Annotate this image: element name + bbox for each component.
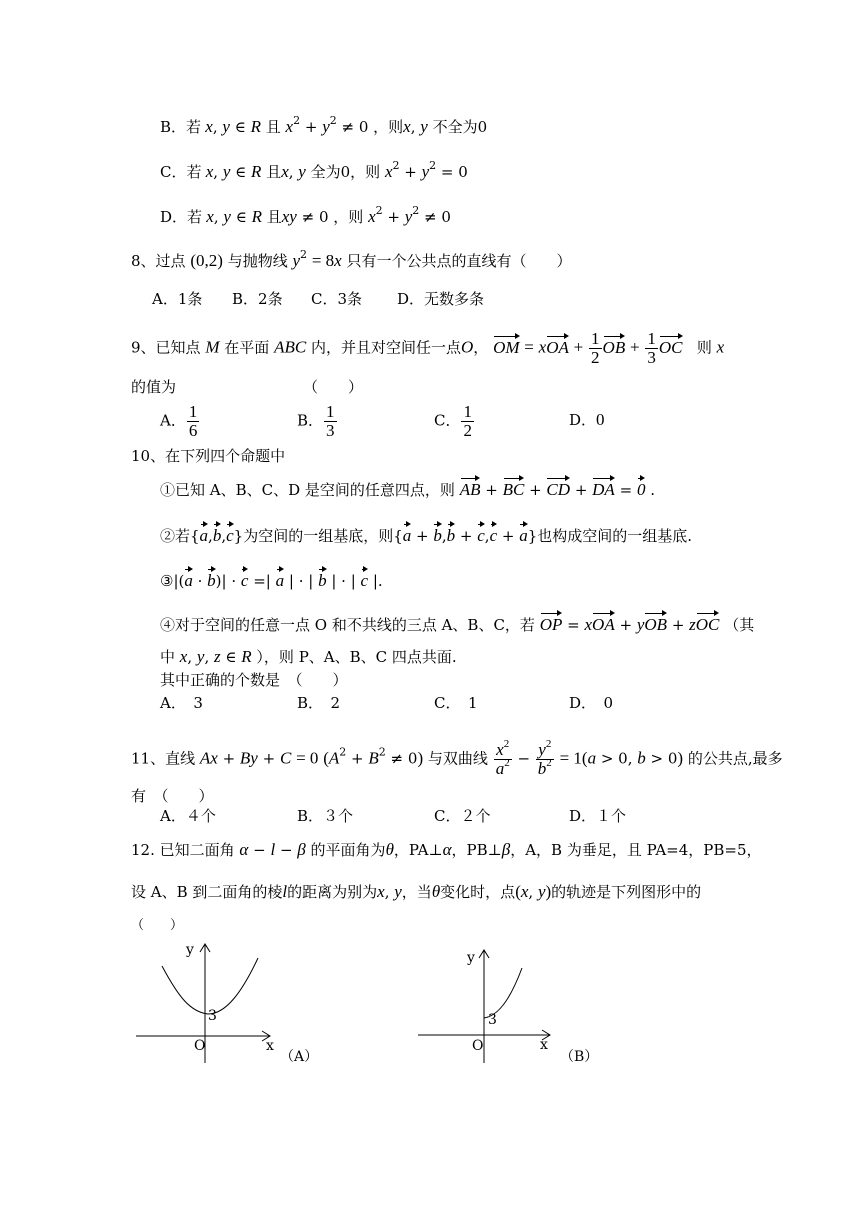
q11-option-d: D．１个 bbox=[569, 807, 627, 825]
q8-option-a: A．1条 bbox=[152, 290, 203, 308]
q10-option-c: C． 1 bbox=[434, 694, 478, 712]
graph-a bbox=[130, 938, 319, 1068]
graph-a-caption: （A） bbox=[280, 1049, 319, 1065]
q9-option-d: D．0 bbox=[569, 410, 605, 429]
graph-b-x-label: x bbox=[540, 1037, 548, 1053]
graph-a-x-label: x bbox=[266, 1038, 274, 1054]
graph-a-origin: O bbox=[194, 1038, 206, 1054]
q9-option-b: B． $\frac{1}{3}$ bbox=[297, 402, 335, 440]
q12-line2: 设 A、B 到二面角的棱l的距离为别为x, y，当θ变化时，点(x, y)的轨迹是下列图形中的 bbox=[131, 882, 702, 901]
graph-b-caption: （B） bbox=[560, 1049, 599, 1065]
q10-ask: 其中正确的个数是 （ ） bbox=[160, 671, 348, 689]
q10-prop-1: ①已知 A、B、C、D 是空间的任意四点，则 AB + BC + CD + DA = 0 . bbox=[160, 480, 655, 499]
q9-paren: （ ） bbox=[303, 378, 364, 396]
q11-cont: 有 （ ） bbox=[131, 787, 214, 805]
graph-b bbox=[410, 938, 600, 1068]
q10-option-b: B． 2 bbox=[297, 694, 341, 712]
q7-option-c: C．若 x, y ∈ R 且x, y 全为0，则 $x^2 + y^2 = 0$ bbox=[160, 159, 468, 181]
q11-option-a: A．４个 bbox=[160, 807, 216, 825]
graph-a-mark: 3 bbox=[208, 1008, 217, 1024]
q10-stem: 10、在下列四个命题中 bbox=[131, 447, 286, 465]
q8-option-b: B．2条 bbox=[232, 290, 283, 308]
q9-option-a: A． $\frac{1}{6}$ bbox=[160, 402, 198, 440]
graph-b-origin: O bbox=[472, 1038, 484, 1054]
graph-b-curve bbox=[484, 968, 522, 1018]
q9-cont: 的值为 bbox=[131, 378, 177, 396]
graph-a-curve bbox=[162, 958, 258, 1014]
q7-option-b: B．若 x, y ∈ R 且 $x^2 + y^2 \ne 0$ ，则x, y 不全为0 bbox=[160, 114, 488, 136]
q11-option-b: B．３个 bbox=[297, 807, 354, 825]
q10-prop-3: ③|(a · b)| · c =| a | · | b | · | c |. bbox=[160, 571, 383, 590]
q11-option-c: C．２个 bbox=[434, 807, 491, 825]
q8-option-d: D．无数多条 bbox=[397, 290, 485, 308]
q9-stem: 9、已知点 M 在平面 ABC 内，并且对空间任一点O， OM = xOA + $\frac{1}{2}$ OB + $\frac{1}{3}$ OC 则 x bbox=[131, 329, 725, 367]
q10-prop-2: ②若{a,b,c}为空间的一组基底，则{a + b,b + c,c + a}也构成空间的一组基底. bbox=[160, 526, 693, 545]
q10-prop-4-cont: 中 x, y, z ∈ R ），则 P、A、B、C 四点共面. bbox=[160, 647, 457, 666]
q11-stem: 11、直线 Ax + By + C = 0 $(A^2 + B^2 \ne 0)$ 与双曲线 $\frac{x^2}{a^2}$ − $\frac{y^2}{b^2}$ = 1(a > 0, b > 0) 的公共点,最多 bbox=[131, 738, 783, 778]
q8-stem: 8、过点 (0,2) 与抛物线 $y^2 = 8x$ 只有一个公共点的直线有（ ） bbox=[131, 248, 572, 270]
q12-paren: （ ） bbox=[131, 918, 184, 933]
q12-stem: 12. 已知二面角 α − l − β 的平面角为θ，PA⊥α，PB⊥β，A，B 为垂足，且 PA=4，PB=5， bbox=[131, 840, 762, 859]
graph-b-mark: 3 bbox=[488, 1012, 497, 1028]
q10-option-d: D． 0 bbox=[569, 694, 614, 712]
q7-option-d: D．若 x, y ∈ R 且xy ≠ 0 ，则 $x^2 + y^2 \ne 0$ bbox=[160, 204, 451, 226]
q8-option-c: C．3条 bbox=[311, 290, 363, 308]
graph-b-y-label: y bbox=[467, 950, 475, 966]
q10-option-a: A． 3 bbox=[160, 694, 203, 712]
graph-a-y-label: y bbox=[186, 942, 194, 958]
q9-option-c: C． $\frac{1}{2}$ bbox=[434, 402, 472, 440]
q10-prop-4: ④对于空间的任意一点 O 和不共线的三点 A、B、C，若 OP = xOA + yOB + zOC （其 bbox=[160, 615, 755, 634]
